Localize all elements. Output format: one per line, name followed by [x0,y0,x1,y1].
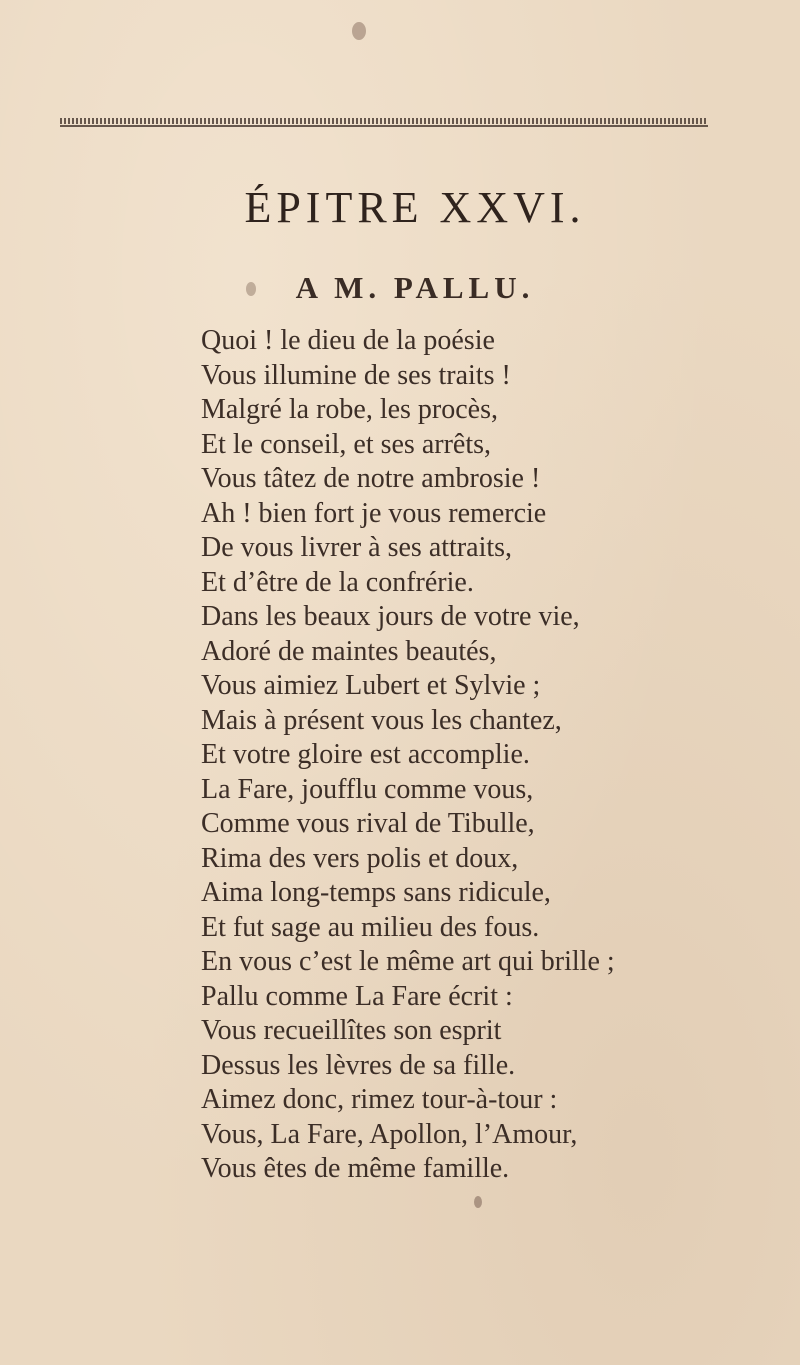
poem-line: Aimez donc, rimez tour-à-tour : [201,1084,558,1115]
poem-line: Vous êtes de même famille. [201,1153,510,1184]
poem-line: Rima des vers polis et doux, [201,842,519,874]
top-ornament [352,22,366,40]
poem-line: Ah ! bien fort je vous remercie [201,497,547,529]
poem-body [201,324,615,1187]
poem-line: Comme vous rival de Tibulle, [201,808,535,839]
poem-line: En vous c’est le même art qui brille ; [201,946,615,977]
poem-line: Mais à présent vous les chantez, [201,704,562,736]
poem-line: Et d’être de la confrérie. [201,566,474,598]
bottom-ornament [474,1196,482,1208]
poem-line: Malgré la robe, les procès, [201,394,498,425]
poem-line: Pallu comme La Fare écrit : [201,980,513,1012]
poem-line: Aima long-temps sans ridicule, [201,877,551,908]
poem-line: Dans les beaux jours de votre vie, [201,601,580,632]
decorative-rule [60,118,708,127]
poem-line: Vous tâtez de notre ambrosie ! [201,463,541,494]
poem-line: De vous livrer à ses attraits, [201,532,513,563]
poem-line: Vous recueillîtes son esprit [201,1015,502,1046]
page-title: ÉPITRE XXVI. [244,183,586,232]
poem-line: Et votre gloire est accomplie. [201,739,530,770]
poem-line: Adoré de maintes beautés, [201,635,497,667]
dedication: A M. PALLU. [295,270,535,305]
poem-line: Et le conseil, et ses arrêts, [201,428,492,460]
poem-line: Vous aimiez Lubert et Sylvie ; [201,670,541,701]
poem-line: Dessus les lèvres de sa fille. [201,1049,516,1081]
poem-line: Vous, La Fare, Apollon, l’Amour, [201,1118,578,1150]
poem-line: Et fut sage au milieu des fous. [201,911,540,943]
poem-line: Vous illumine de ses traits ! [201,359,511,391]
poem-line: Quoi ! le dieu de la poésie [201,325,495,356]
poem-line: La Fare, joufflu comme vous, [201,773,534,805]
